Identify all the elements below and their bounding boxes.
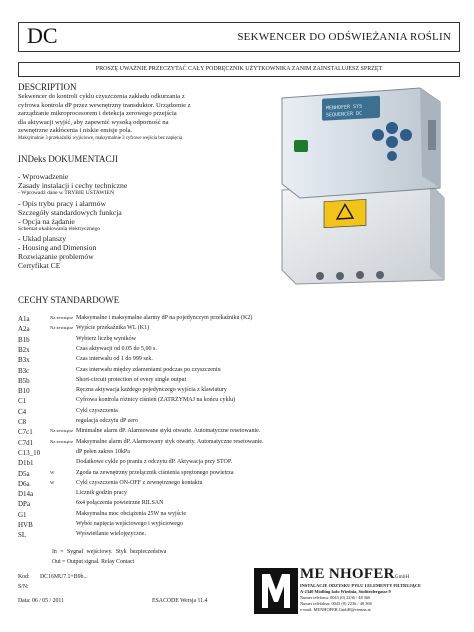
feature-code: B3x — [18, 356, 30, 365]
feature-description: Czas interwału między zdarzeniami podczas po czyszczeniu — [76, 366, 221, 373]
feature-row — [18, 500, 458, 510]
kod-label: Kod: — [18, 574, 30, 580]
documentation-heading: INDeks DOKUMENTACJI — [18, 154, 119, 164]
feature-row — [18, 490, 458, 500]
feature-code: B5b — [18, 376, 30, 385]
company-line: A-2340 Mödling koło Wiednia, Südtirolergasse 9 — [300, 589, 391, 594]
document-title: SEKWENCER DO ODŚWIEŻANIA ROŚLIN — [237, 31, 451, 43]
description-line: zewnętrzne zakłócenia i niskie emisje pola. — [18, 127, 133, 135]
doc-item: - Układ planszy — [18, 234, 67, 243]
feature-description: 6x4 połączenia powietrzne RILSAN — [76, 500, 164, 507]
feature-description: Cyfrowa kontrola różnicy ciśnień (ZATRZYMAJ na końcu cyklu) — [76, 397, 236, 404]
feature-row — [18, 428, 458, 438]
feature-description: Cykl czyszczenia ON-OFF z zewnętrznego kontaktu — [76, 479, 203, 486]
description-line: dla aktywacji wyjść, aby zapewnić wysoką odporność na — [18, 118, 169, 126]
feature-row — [18, 397, 458, 407]
feature-code: B1b — [18, 335, 30, 344]
feature-io: Na zewnątrz — [50, 438, 74, 444]
legend-in: In = Sygnał wejściowy. Styk bezpieczeństwa — [52, 549, 167, 555]
feature-code: HVB — [18, 521, 33, 529]
features-heading: CECHY STANDARDOWE — [18, 295, 120, 305]
feature-description: Minimalne alarm dP. Alarmowane styki otwarte. Automatyczne resetowanie. — [76, 428, 261, 435]
doc-item: - Wprowadź dane w TRYBIE USTAWIEŃ — [18, 190, 114, 196]
feature-code: C7d1 — [18, 438, 34, 447]
feature-code: C1 — [18, 397, 27, 406]
legend-out: Out = Output signal. Relay Contact — [52, 559, 135, 565]
feature-row — [18, 325, 458, 335]
feature-description: Maksymalne i maksymalne alarmy dP na pojedynczym przekaźniku (K2) — [76, 315, 253, 321]
device-display-line: SEQUENCER DC — [326, 110, 363, 119]
company-line: Numer telefaksu: 0043 (0) 2236 / 48 366 — [300, 601, 372, 606]
feature-io: W — [50, 469, 55, 475]
feature-code: D14a — [18, 490, 34, 499]
feature-code: C7c1 — [18, 428, 33, 437]
feature-io: Na zewnątrz — [50, 325, 74, 331]
feature-description: Dodatkowe cykle po praniu z odczytu dP. Aktywacja przy STOP. — [76, 459, 233, 466]
feature-code: B10 — [18, 387, 30, 396]
feature-code: B2x — [18, 345, 30, 354]
feature-description: Wybierz liczbę wyników — [76, 335, 136, 342]
feature-row — [18, 511, 458, 521]
feature-code: G1 — [18, 510, 27, 519]
company-name: ME NHOFERGmbH — [300, 566, 410, 582]
doc-item: - Housing and Dimension — [18, 243, 97, 252]
feature-row — [18, 356, 458, 366]
description-line: Sekwencer do kontroli cyklu czyszczenia zakładu odkurzania z — [18, 93, 185, 100]
feature-code: B3c — [18, 366, 30, 375]
kod-value: DC16MU7.1+B9b... — [40, 574, 88, 580]
doc-item: - Wprowadzenie — [18, 172, 69, 181]
description-line: cyfrowa kontrola dP przez wewnętrzny transduktor. Urządzenie z — [18, 101, 191, 109]
title-header-box — [18, 22, 460, 52]
feature-row — [18, 387, 458, 397]
feature-description: Wyświetlanie wielojęzyczne. — [76, 531, 146, 538]
feature-description: Czas interwału od 1 do 999 sek. — [76, 356, 153, 363]
description-heading: DESCRIPTION — [18, 82, 77, 92]
feature-io: W — [50, 479, 55, 485]
feature-row — [18, 346, 458, 356]
doc-item: Rozwiązanie problemów — [18, 252, 94, 261]
sequencer-device-image — [260, 80, 460, 285]
feature-io: Na zewnątrz — [50, 315, 74, 320]
feature-description: Maksymalna moc obciążenia 25W na wyjście — [76, 510, 187, 517]
feature-code: A2a — [18, 325, 30, 334]
feature-description: Maksymalne alarm dP. Alarmowany styk otwarty. Automatyczne resetowanie. — [76, 438, 264, 445]
feature-description: Licznik godzin pracy — [76, 490, 127, 497]
feature-row — [18, 418, 458, 428]
feature-description: dP pełen zakres 10kPa — [76, 448, 130, 455]
feature-io: Na zewnątrz — [50, 428, 74, 434]
feature-row — [18, 470, 458, 480]
feature-code: C13_10 — [18, 448, 41, 457]
feature-code: A1a — [18, 315, 30, 323]
doc-item: - Opis trybu pracy i alarmów — [18, 199, 106, 208]
feature-description: Wybór napięcia wejściowego i wyjściowego — [76, 521, 183, 527]
device-display-line: MENHOFER SYS — [326, 103, 363, 112]
feature-description: regulacja odczytu dP zero — [76, 418, 138, 424]
feature-row — [18, 449, 458, 459]
feature-code: D1b1 — [18, 459, 34, 468]
power-switch-icon — [294, 140, 308, 152]
warning-label-icon — [324, 199, 366, 227]
description-note: Maksymalnie 3 przekaźniki wyjściowe, maksymalnie 3 cyfrowe wejścia bez napięcia — [18, 135, 183, 141]
feature-row — [18, 367, 458, 377]
doc-item: Schemat okablowania elektrycznego — [18, 226, 101, 232]
feature-row — [18, 336, 458, 346]
doc-item: Certyfikat CE — [18, 261, 61, 270]
feature-code: SL — [18, 531, 27, 540]
menhofer-logo-icon — [254, 568, 298, 614]
documentation-list — [18, 172, 248, 270]
feature-description: Wyjście przekaźnika WL (K1) — [76, 325, 150, 332]
feature-code: C8 — [18, 418, 27, 426]
footer-date: Data: 06 / 05 / 2011 — [18, 598, 64, 604]
feature-row — [18, 459, 458, 469]
feature-row — [18, 480, 458, 490]
doc-item: - Opcja na żądanie — [18, 217, 75, 226]
feature-code: D6a — [18, 479, 30, 488]
feature-row — [18, 377, 458, 387]
doc-item: Szczegóły standardowych funkcja — [18, 208, 122, 217]
feature-description: Short-circuit protection of every single output — [76, 376, 187, 383]
feature-code: C4 — [18, 407, 27, 416]
feature-row — [18, 408, 458, 418]
feature-description: Ręczna aktywacja każdego pojedynczego wyjścia z klawiatury — [76, 387, 227, 394]
feature-description: Zgoda na zewnętrzny przełącznik ciśnienia sprężonego powietrza — [76, 469, 234, 476]
read-manual-notice: PROSZĘ UWAŻNIE PRZECZYTAĆ CAŁY PODRĘCZNIK UŻYTKOWNIKA ZANIM ZAINSTALUJESZ SPRZĘT — [18, 62, 460, 77]
company-line: Numer telefonu: 0043 (0) 2236 / 48 366 — [300, 595, 371, 600]
feature-row — [18, 531, 458, 541]
feature-row — [18, 315, 458, 325]
footer-version: ESACODE Wersja 11.4 — [152, 598, 208, 604]
feature-description: Cykl czyszczenia — [76, 407, 118, 414]
document-code: DC — [27, 23, 58, 48]
company-line: INSTALACJE ODZYSKU PYŁU I ELEMENTY FILTRUJĄCE — [300, 583, 421, 588]
feature-code: D5a — [18, 469, 30, 478]
sn-label: S/N: — [18, 584, 29, 590]
feature-row — [18, 439, 458, 449]
company-suffix: GmbH — [394, 575, 410, 580]
doc-item: Zasady instalacji i cechy techniczne — [18, 181, 128, 190]
company-line: e-mail: MENHOFER.GmbH@vienna.at — [300, 607, 371, 612]
description-line: zarządzanie mikroprocesorem i detekcja zerowego przejścia — [18, 110, 177, 118]
feature-row — [18, 521, 458, 531]
description-text — [18, 93, 254, 142]
feature-code: DPa — [18, 500, 31, 509]
feature-description: Czas aktywacji od 0.05 do 5,00 s. — [76, 345, 157, 352]
